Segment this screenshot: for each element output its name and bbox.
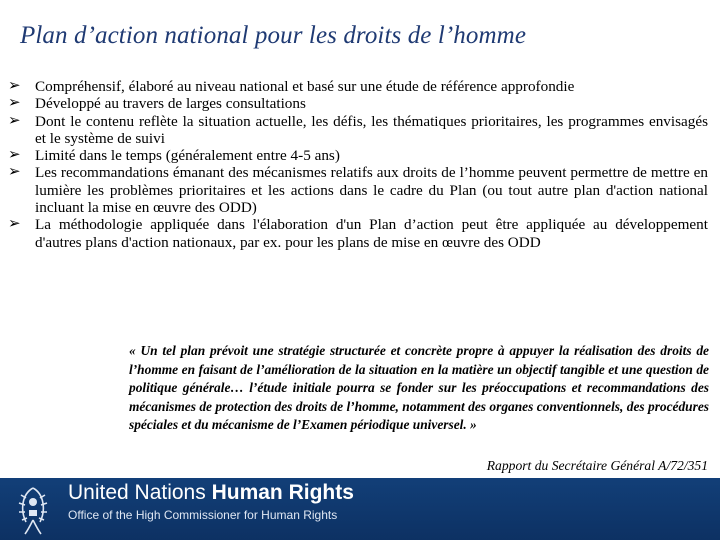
bullet-text: La méthodologie appliquée dans l'élaboration d'un Plan d’action peut être appliquée au développement d'autres plans d'action nationaux, par ex. pour les plans de mise en œuvre des ODD [35,216,708,251]
bullet-item [8,113,708,148]
bullet-list [8,78,708,251]
un-emblem-icon [8,480,58,538]
arrowhead-bullet-icon: ➢ [8,112,21,129]
org-subtitle: Office of the High Commissioner for Human Rights [68,508,338,522]
arrowhead-bullet-icon: ➢ [8,78,21,94]
bullet-item [8,216,708,251]
bullet-item [8,147,708,164]
quote-block: « Un tel plan prévoit une stratégie structurée et concrète propre à appuyer la réalisation des droits de l’homme en faisant de l’amélioration de la situation en la matière un objectif tangible et une question de politique générale… l’étude initiale pourra se fonder sur les préoccupations et recommandations des mécanismes de protection des droits de l’homme, notamment des organes conventionnels, des procédures spéciales et du mécanisme de l’Examen périodique universel. » [129,343,709,433]
bullet-text: Limité dans le temps (généralement entre 4-5 ans) [35,147,340,165]
slide-title: Plan d’action national pour les droits de l’homme [20,22,527,49]
bullet-text: Compréhensif, élaboré au niveau national et basé sur une étude de référence approfondie [35,78,575,95]
org-name: United Nations Human Rights [68,481,354,504]
bullet-text: Développé au travers de larges consultations [35,95,306,113]
bullet-text: Les recommandations émanant des mécanismes relatifs aux droits de l’homme peuvent permettre de mettre en lumière les problèmes prioritaires et les actions dans le cadre du Plan (ou tout autre plan d'action national incluant la mise en œuvre des ODD) [35,164,708,217]
quote-source: Rapport du Secrétaire Général A/72/351 [486,458,708,473]
footer-banner [0,478,720,540]
arrowhead-bullet-icon: ➢ [8,95,21,112]
arrowhead-bullet-icon: ➢ [8,147,21,164]
arrowhead-bullet-icon: ➢ [8,216,21,233]
bullet-text: Dont le contenu reflète la situation actuelle, les défis, les thématiques prioritaires, les programmes envisagés et le système de suivi [35,112,708,147]
bullet-item [8,95,708,112]
arrowhead-bullet-icon: ➢ [8,164,21,181]
bullet-item [8,78,708,95]
bullet-item [8,164,708,216]
